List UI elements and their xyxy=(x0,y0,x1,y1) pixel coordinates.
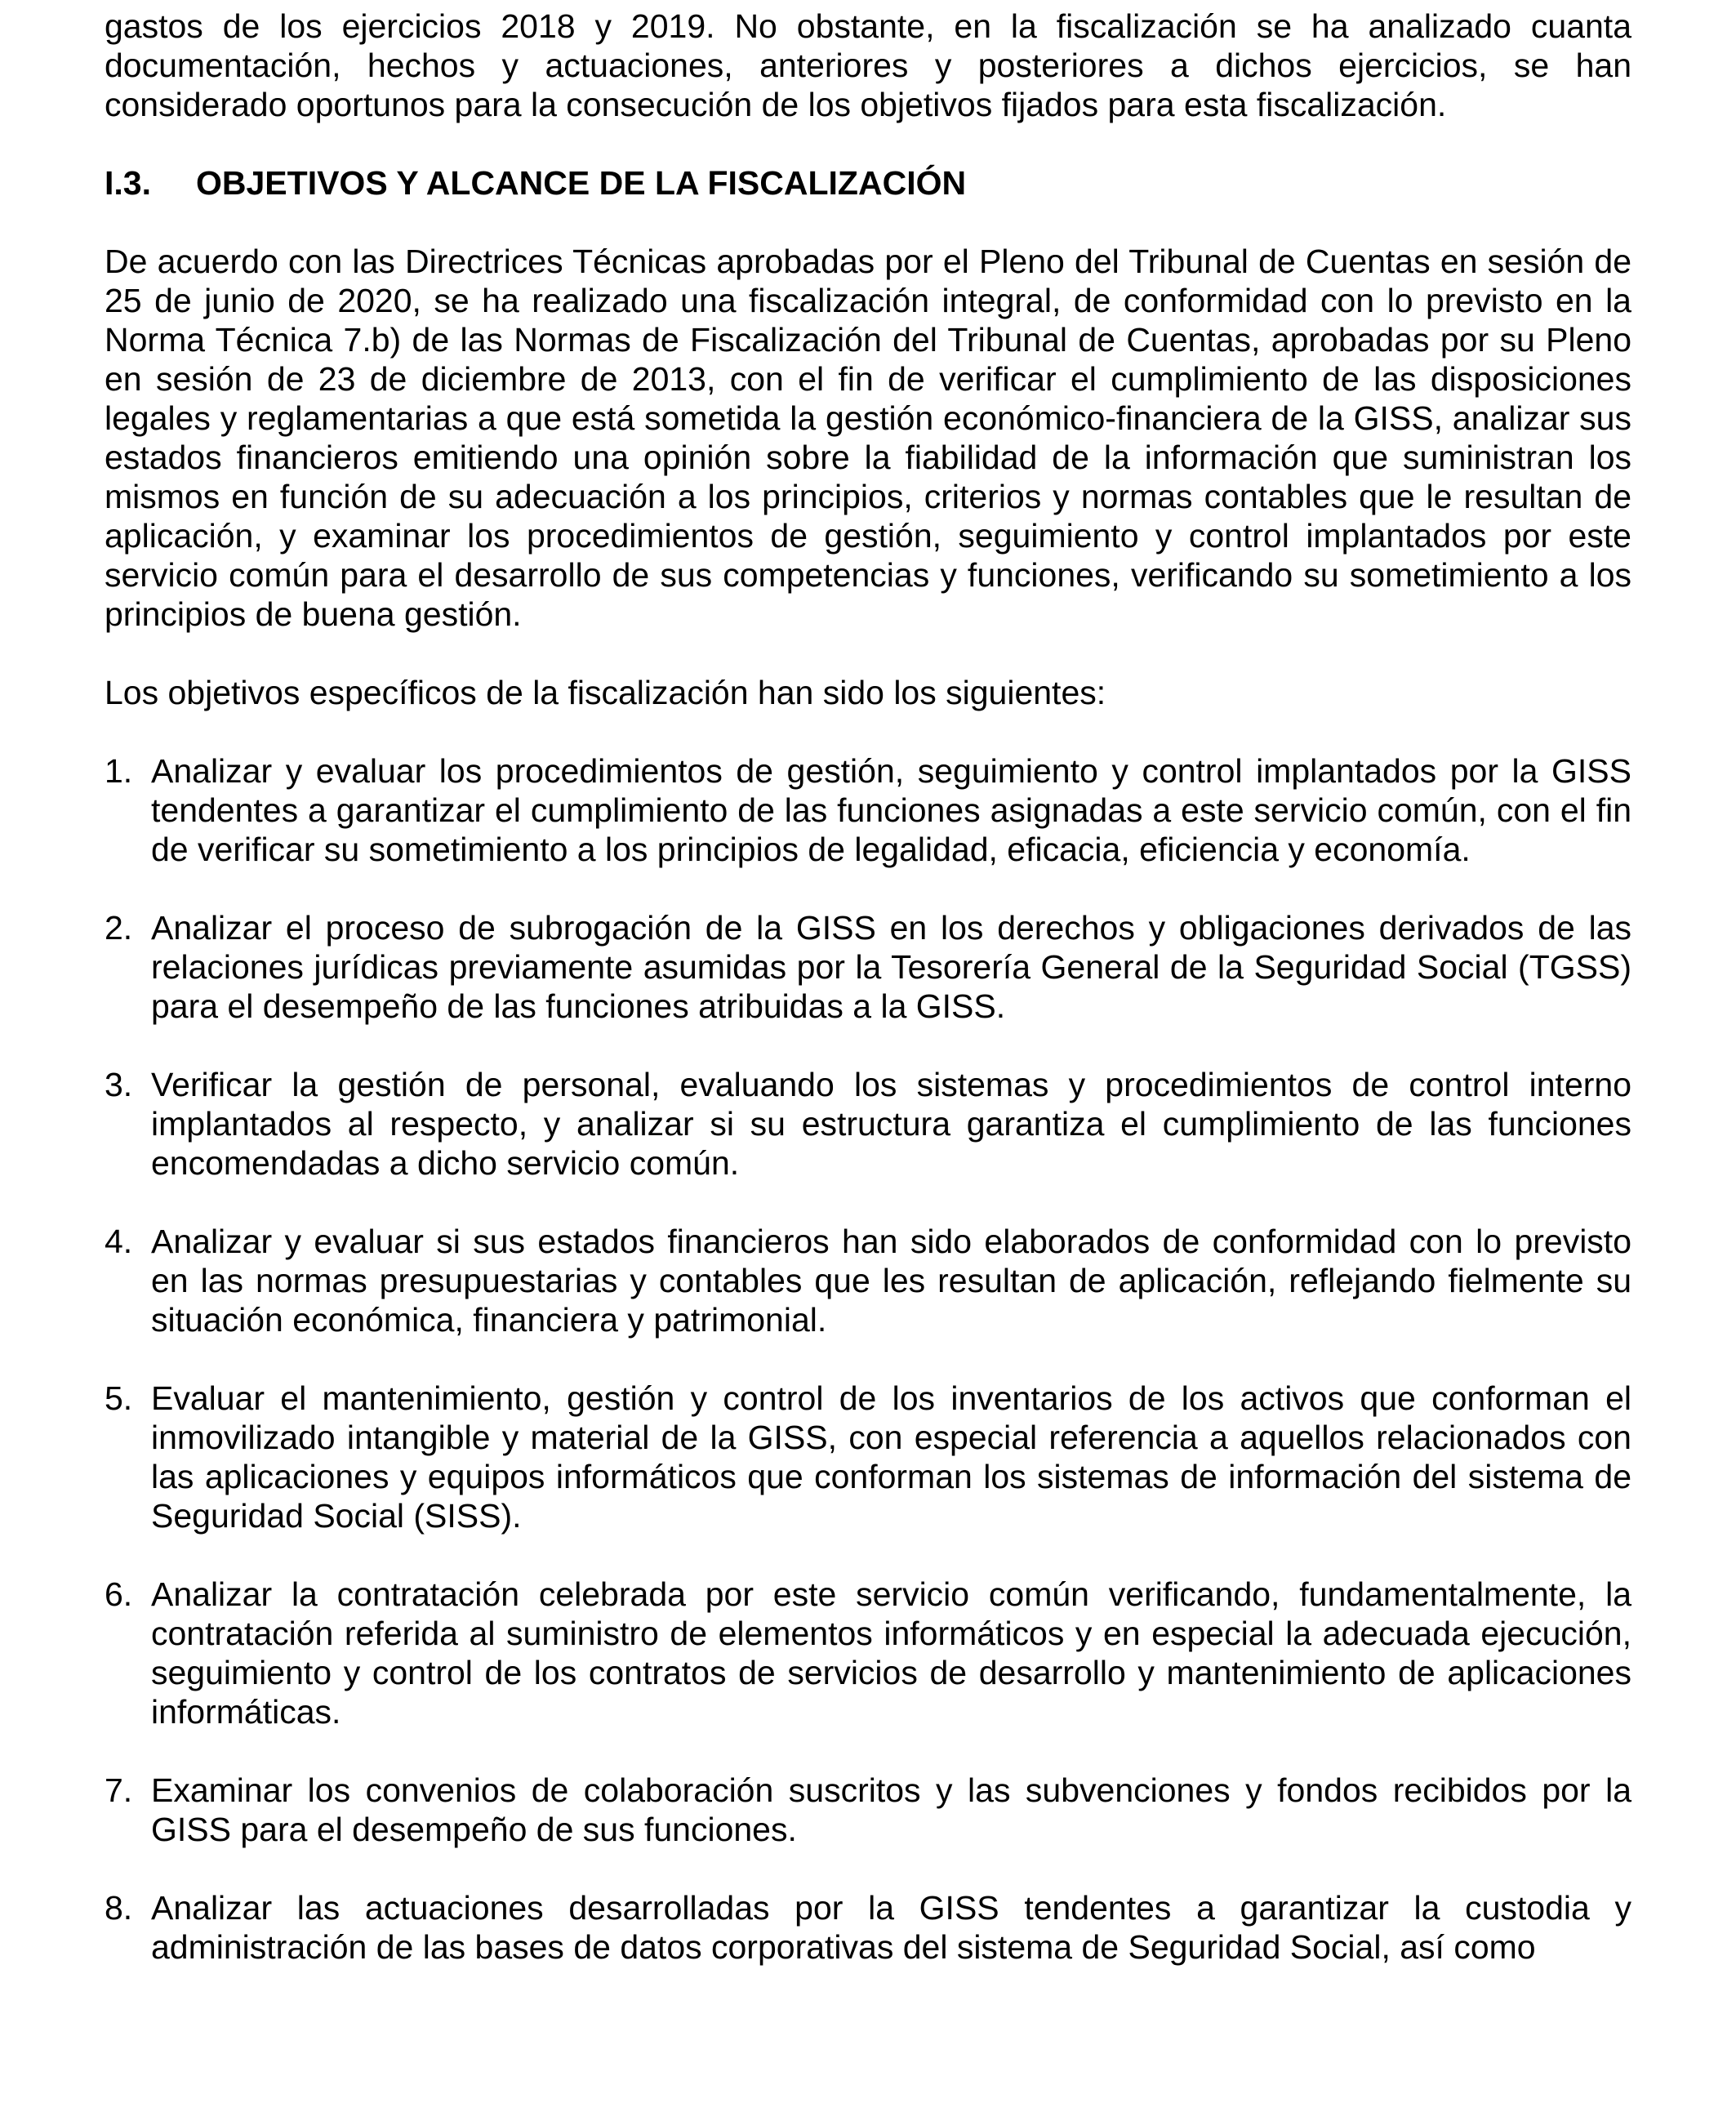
objective-text: Analizar y evaluar si sus estados financieros han sido elaborados de conformidad con lo previsto en las normas presupuestarias y contables que les resultan de aplicación, reflejando fielmente su situación económica, financiera y patrimonial. xyxy=(151,1223,1631,1339)
objective-item-7 xyxy=(105,1771,1631,1849)
objective-text: Examinar los convenios de colaboración suscritos y las subvenciones y fondos recibidos por la GISS para el desempeño de sus funciones. xyxy=(151,1771,1631,1848)
objective-text: Analizar y evaluar los procedimientos de gestión, seguimiento y control implantados por la GISS tendentes a garantizar el cumplimiento de las funciones asignadas a este servicio común, con el fin de verificar su sometimiento a los principios de legalidad, eficacia, eficiencia y economía. xyxy=(151,752,1631,868)
objective-text: Evaluar el mantenimiento, gestión y control de los inventarios de los activos que conforman el inmovilizado intangible y material de la GISS, con especial referencia a aquellos relacionados con las aplicaciones y equipos informáticos que conforman los sistemas de información del sistema de Seguridad Social (SISS). xyxy=(151,1379,1631,1535)
objective-number: 6. xyxy=(105,1575,133,1613)
objective-item-2 xyxy=(105,908,1631,1026)
objective-number: 3. xyxy=(105,1066,133,1103)
objective-number: 4. xyxy=(105,1223,133,1260)
objective-item-8 xyxy=(105,1888,1631,1967)
objective-item-5 xyxy=(105,1379,1631,1535)
section-heading xyxy=(105,163,1631,203)
objective-item-3 xyxy=(105,1065,1631,1183)
objective-number: 5. xyxy=(105,1379,133,1417)
objective-item-4 xyxy=(105,1222,1631,1339)
paragraph-objectives-lead: Los objetivos específicos de la fiscalización han sido los siguientes: xyxy=(105,674,1106,711)
paragraph-scope: De acuerdo con las Directrices Técnicas aprobadas por el Pleno del Tribunal de Cuentas en sesión de 25 de junio de 2020, se ha realizado una fiscalización integral, de conformidad con lo previsto en la Norma Técnica 7.b) de las Normas de Fiscalización del Tribunal de Cuentas, aprobadas por su Pleno en sesión de 23 de diciembre de 2013, con el fin de verificar el cumplimiento de las disposiciones legales y reglamentarias a que está sometida la gestión económico-financiera de la GISS, analizar sus estados financieros emitiendo una opinión sobre la fiabilidad de la información que suministran los mismos en función de su adecuación a los principios, criterios y normas contables que le resultan de aplicación, y examinar los procedimientos de gestión, seguimiento y control implantados por este servicio común para el desarrollo de sus competencias y funciones, verificando su sometimiento a los principios de buena gestión. xyxy=(105,243,1631,633)
paragraph-intro: gastos de los ejercicios 2018 y 2019. No obstante, en la fiscalización se ha analizado cuanta documentación, hechos y actuaciones, anteriores y posteriores a dichos ejercicios, se han considerado oportunos para la consecución de los objetivos fijados para esta fiscalización. xyxy=(105,7,1631,123)
objective-text: Analizar la contratación celebrada por este servicio común verificando, fundamentalmente, la contratación referida al suministro de elementos informáticos y en especial la adecuada ejecución, seguimiento y control de los contratos de servicios de desarrollo y mantenimiento de aplicaciones informáticas. xyxy=(151,1575,1631,1731)
objective-item-6 xyxy=(105,1575,1631,1731)
objective-number: 1. xyxy=(105,752,133,790)
section-heading-number: I.3. xyxy=(105,164,151,202)
objective-text: Analizar las actuaciones desarrolladas por la GISS tendentes a garantizar la custodia y administración de las bases de datos corporativas del sistema de Seguridad Social, así como xyxy=(151,1889,1631,1966)
objectives-list xyxy=(105,751,1631,1967)
objective-item-1 xyxy=(105,751,1631,869)
objective-text: Verificar la gestión de personal, evaluando los sistemas y procedimientos de control interno implantados al respecto, y analizar si su estructura garantiza el cumplimiento de las funciones encomendadas a dicho servicio común. xyxy=(151,1066,1631,1182)
objective-number: 2. xyxy=(105,909,133,947)
objective-number: 7. xyxy=(105,1771,133,1809)
objective-number: 8. xyxy=(105,1889,133,1927)
section-heading-title: OBJETIVOS Y ALCANCE DE LA FISCALIZACIÓN xyxy=(196,164,967,202)
objective-text: Analizar el proceso de subrogación de la GISS en los derechos y obligaciones derivados de las relaciones jurídicas previamente asumidas por la Tesorería General de la Seguridad Social (TGSS) para el desempeño de las funciones atribuidas a la GISS. xyxy=(151,909,1631,1025)
